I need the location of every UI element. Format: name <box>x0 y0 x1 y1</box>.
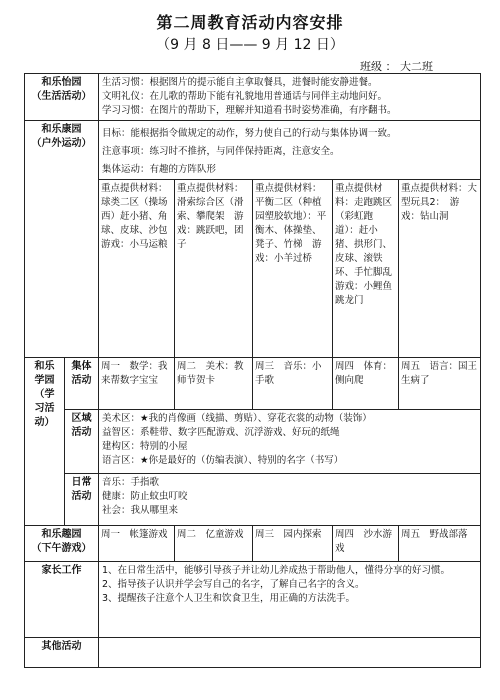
parents-line: 2、指导孩子认识并学会写自己的名字，了解自己名字的含义。 <box>102 579 365 590</box>
outdoor-line: 集体运动：有趣的方阵队形 <box>102 164 217 175</box>
outdoor-col-2: 重点提供材料：滑索综合区（滑索、攀爬架 游戏：跳跃吧，团子 <box>175 180 253 358</box>
area-line: 建构区：特别的小屋 <box>102 441 188 452</box>
games-thu: 周四 沙水游戏 <box>333 526 399 562</box>
learning-label: 和乐 学园 （学 习活 动） <box>25 358 65 526</box>
area-line: 美术区：★我的肖像画（线描、剪贴）、穿花衣裳的动物（装饰） <box>102 413 372 424</box>
daily-content <box>99 474 481 526</box>
schedule-table <box>24 73 481 668</box>
parents-content <box>99 562 481 638</box>
area-row <box>25 410 481 474</box>
class-label: 班级 ： 大二班 <box>360 60 433 73</box>
area-content <box>99 410 481 474</box>
outdoor-line: 注意事项：练习时不推挤，与同伴保持距离，注意安全。 <box>102 146 340 157</box>
collective-row <box>25 358 481 410</box>
life-line: 文明礼仪：在儿歌的帮助下能有礼貌地用普通话与同伴主动地问好。 <box>102 91 388 102</box>
collective-label: 集体 活动 <box>65 358 99 410</box>
outdoor-goals <box>99 121 481 180</box>
outdoor-line: 目标：能根据指令做规定的动作，努力使自己的行动与集体协调一致。 <box>102 128 397 139</box>
collective-thu: 周四 体育：侧向爬 <box>333 358 399 410</box>
parents-line: 1、在日常生活中，能够引导孩子并让幼儿养成热于帮助他人，懂得分享的好习惯。 <box>102 565 451 576</box>
life-label: 和乐怡园 （生活活动） <box>25 74 99 121</box>
games-fri: 周五 野战部落 <box>399 526 481 562</box>
life-row <box>25 74 481 121</box>
collective-fri: 周五 语言：国王生病了 <box>399 358 481 410</box>
outdoor-col-5: 重点提供材料：大型玩具2： 游戏：钻山洞 <box>399 180 481 358</box>
games-tue: 周二 亿童游戏 <box>175 526 253 562</box>
games-label: 和乐趣园 （下午游戏） <box>25 526 99 562</box>
collective-wed: 周三 音乐：小手歌 <box>253 358 333 410</box>
collective-tue: 周二 美术：教师节贺卡 <box>175 358 253 410</box>
parents-row <box>25 562 481 638</box>
life-content <box>99 74 481 121</box>
area-label: 区域 活动 <box>65 410 99 474</box>
games-wed: 周三 园内探索 <box>253 526 333 562</box>
outdoor-col-3: 重点提供材料：平衡二区（种植园塑胶软地）：平衡木、体操垫、凳子、竹梯 游戏：小羊过桥 <box>253 180 333 358</box>
area-line: 益智区：系鞋带、数字匹配游戏、沉浮游戏、好玩的纸绳 <box>102 427 340 438</box>
page-title: 第二周教育活动内容安排 <box>156 13 344 32</box>
games-row <box>25 526 481 562</box>
games-mon: 周一 帐篷游戏 <box>99 526 175 562</box>
daily-label: 日常 活动 <box>65 474 99 526</box>
parents-line: 3、提醒孩子注意个人卫生和饮食卫生，用正确的方法洗手。 <box>102 593 356 604</box>
outdoor-label: 和乐康园 （户外运动） <box>25 121 99 358</box>
outdoor-goal-row <box>25 121 481 180</box>
daily-line: 音乐：手指歌 <box>102 477 160 488</box>
outdoor-col-1: 重点提供材料：球类二区（操场西）赶小猪、角球、皮球、沙包 游戏：小马运粮 <box>99 180 175 358</box>
parents-label: 家长工作 <box>25 562 99 638</box>
daily-line: 社会：我从哪里来 <box>102 505 179 516</box>
other-label: 其他活动 <box>25 638 99 668</box>
other-content <box>99 638 481 668</box>
date-range: （9 月 8 日—— 9 月 12 日） <box>156 37 344 53</box>
daily-row <box>25 474 481 526</box>
life-line: 学习习惯：在图片的帮助下，理解并知道看书时姿势准确，有序翻书。 <box>102 105 397 116</box>
area-line: 语言区：★你是最好的（仿编表演）、特别的名字（书写） <box>102 455 344 466</box>
other-row <box>25 638 481 668</box>
daily-line: 健康：防止蚊虫叮咬 <box>102 491 188 502</box>
collective-mon: 周一 数学：我来帮数字宝宝 <box>99 358 175 410</box>
outdoor-col-4: 重点提供材料：走跑跳区（彩虹跑道）：赶小猪、拱形门、皮球、滚铁环、手忙脚乱 游戏：小鲤鱼跳龙门 <box>333 180 399 358</box>
life-line: 生活习惯：根据图片的提示能自主拿取餐具，进餐时能安静进餐。 <box>102 77 378 88</box>
